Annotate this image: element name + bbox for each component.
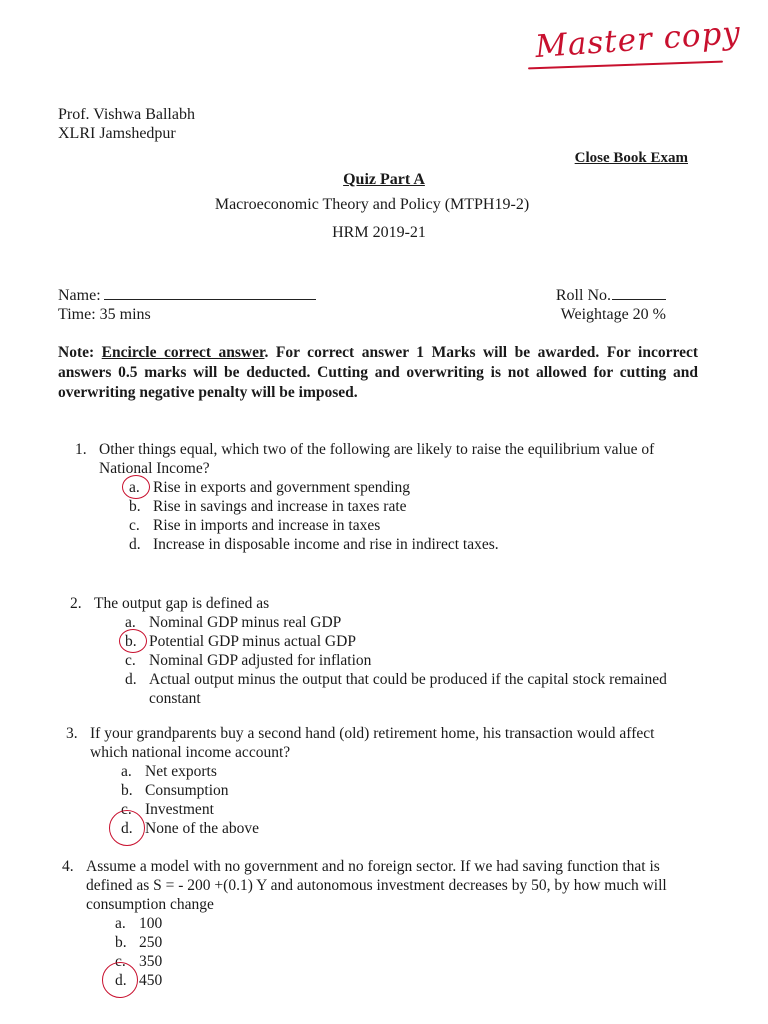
option-text: Rise in imports and increase in taxes (153, 517, 381, 534)
weightage-label: Weightage 20 % (560, 306, 666, 323)
quiz-title: Quiz Part A (343, 171, 425, 188)
question-number: 1. (75, 441, 87, 458)
option-letter: a. (125, 614, 136, 631)
option-letter: d. (115, 972, 127, 989)
option-letter: d. (125, 671, 137, 688)
question-text: If your grandparents buy a second hand (old) retirement home, his transaction would affect which national income account? (90, 725, 655, 761)
option-d[interactable] (115, 971, 702, 990)
question-3 (66, 724, 686, 838)
option-b[interactable] (121, 781, 686, 800)
student-info-left (58, 286, 316, 324)
option-text: Rise in exports and government spending (153, 479, 410, 496)
option-a[interactable] (125, 613, 690, 632)
question-number: 2. (70, 595, 82, 612)
time-label: Time: 35 mins (58, 306, 151, 323)
option-letter: a. (115, 915, 126, 932)
answer-circle (102, 962, 138, 998)
options-list (121, 762, 686, 838)
option-text: Nominal GDP minus real GDP (149, 614, 342, 631)
option-letter: b. (115, 934, 127, 951)
option-text: None of the above (145, 820, 260, 837)
exam-type: Close Book Exam (574, 150, 688, 166)
option-text: 100 (139, 915, 163, 932)
roll-label: Roll No. (555, 287, 611, 304)
question-number: 3. (66, 725, 78, 742)
author-name: Prof. Vishwa Ballabh (58, 106, 195, 123)
option-b[interactable] (125, 632, 690, 651)
option-text: 250 (139, 934, 163, 951)
option-letter: c. (115, 953, 126, 970)
option-letter: c. (121, 801, 132, 818)
option-text: 350 (139, 953, 163, 970)
option-letter: a. (121, 763, 132, 780)
batch: HRM 2019-21 (332, 224, 426, 241)
option-a[interactable] (121, 762, 686, 781)
option-letter: b. (129, 498, 141, 515)
option-text: Potential GDP minus actual GDP (149, 633, 356, 650)
option-d[interactable] (125, 670, 690, 708)
option-text: Rise in savings and increase in taxes rate (153, 498, 407, 515)
option-letter: b. (121, 782, 133, 799)
author-institution: XLRI Jamshedpur (58, 125, 176, 142)
option-c[interactable] (115, 952, 702, 971)
note-underlined: Encircle correct answer (101, 344, 265, 361)
option-c[interactable] (125, 651, 690, 670)
options-list (129, 478, 695, 554)
option-text: Increase in disposable income and rise in indirect taxes. (153, 536, 499, 553)
note-text: . For correct answer 1 Marks will be awarded. For incorrect answers 0.5 marks will be deducted. Cutting and overwriting is not allowed for cutting and overwriting negative penalty will be imposed. (58, 344, 698, 401)
option-letter: b. (125, 633, 137, 650)
course-name: Macroeconomic Theory and Policy (MTPH19-2) (214, 196, 530, 213)
question-number: 4. (62, 858, 74, 875)
options-list (115, 914, 702, 990)
roll-blank[interactable] (612, 299, 666, 300)
option-text: 450 (139, 972, 163, 989)
option-letter: c. (129, 517, 140, 534)
note (58, 343, 698, 403)
option-d[interactable] (121, 819, 686, 838)
options-list (125, 613, 690, 708)
option-text: Nominal GDP adjusted for inflation (149, 652, 372, 669)
option-letter: d. (121, 820, 133, 837)
question-1 (75, 440, 695, 554)
question-text: Other things equal, which two of the following are likely to raise the equilibrium value of National Income? (99, 441, 655, 477)
option-c[interactable] (129, 516, 695, 535)
name-label: Name: (58, 287, 101, 304)
option-a[interactable] (115, 914, 702, 933)
author-block (58, 105, 195, 143)
student-info-right (556, 286, 666, 324)
option-letter: a. (129, 479, 140, 496)
option-b[interactable] (129, 497, 695, 516)
option-a[interactable] (129, 478, 695, 497)
option-b[interactable] (115, 933, 702, 952)
answer-circle (119, 629, 147, 653)
answer-circle (109, 810, 145, 846)
option-c[interactable] (121, 800, 686, 819)
question-text: The output gap is defined as (94, 595, 270, 612)
option-text: Actual output minus the output that could be produced if the capital stock remained constant (149, 671, 667, 707)
option-d[interactable] (129, 535, 695, 554)
note-label: Note: (58, 344, 95, 361)
option-text: Consumption (145, 782, 229, 799)
option-letter: d. (129, 536, 141, 553)
option-text: Net exports (145, 763, 217, 780)
answer-circle (122, 475, 150, 499)
option-letter: c. (125, 652, 136, 669)
question-2 (70, 594, 690, 708)
option-text: Investment (145, 801, 214, 818)
question-text: Assume a model with no government and no foreign sector. If we had saving function that is defined as S = - 200 +(0.1) Y and autonomous investment decreases by 50, by how much will consumption change (86, 858, 667, 913)
master-copy-annotation: Master copy (533, 14, 743, 66)
name-blank[interactable] (104, 299, 316, 300)
question-4 (62, 857, 702, 990)
